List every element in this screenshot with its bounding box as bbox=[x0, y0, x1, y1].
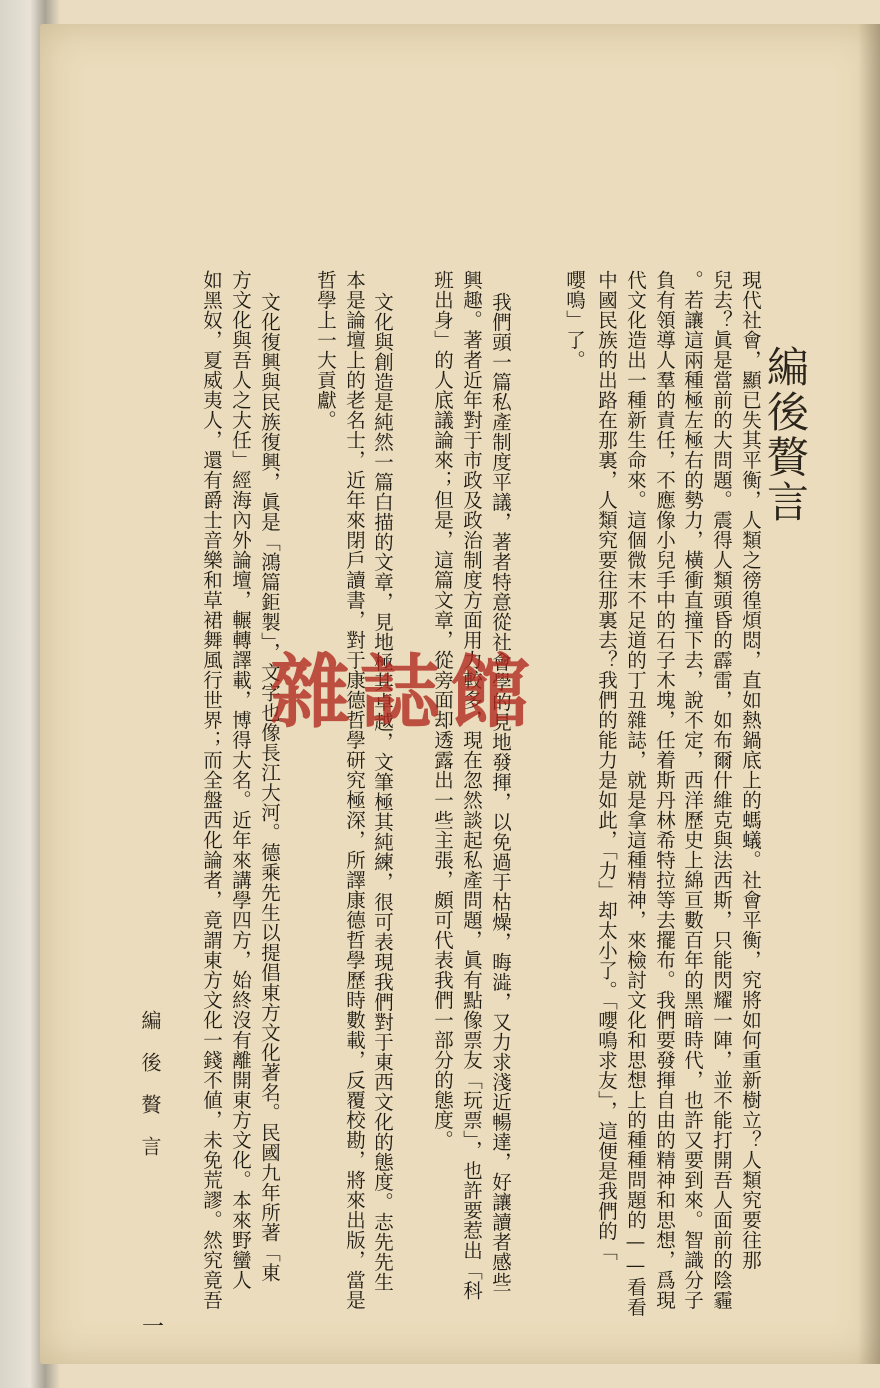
page-number: 一 bbox=[142, 1315, 165, 1340]
text-column: 。若讓這兩種極左極右的勢力，橫衝直撞下去，說不定，西洋歷史上綿亘數百年的黑暗時代，也許又要到來。智識分子 bbox=[681, 270, 704, 1310]
text-column: 哲學上一大貢獻。 bbox=[314, 270, 337, 430]
library-stamp: 雜誌館 bbox=[270, 645, 540, 739]
text-column: 本是論壇上的老名士，近年來閉戶讀書，對于康德哲學研究極深，所譯康德哲學歷時數載，反覆校勘，將來出版，當是 bbox=[343, 270, 366, 1310]
text-column: 兒去？眞是當前的大問題。震得人類頭昏的霹雷，如布爾什維克與法西斯，只能閃耀一陣，並不能打開吾人面前的陰霾 bbox=[710, 270, 733, 1310]
page-curl-shadow bbox=[858, 24, 880, 1364]
text-column: 我們頭一篇私產制度平議，著者特意從社會學的見地發揮，以免過于枯燥，晦澁，又力求淺近暢達，好讓讀者感些 bbox=[489, 292, 512, 1292]
text-column: 文化與創造是純然一篇白描的文章，見地極其卓越，文筆極其純練，很可表現我們對于東西文化的態度。志先先生 bbox=[371, 292, 394, 1292]
text-column: 現代社會，顯已失其平衡，人類之徬徨煩悶，直如熱鍋底上的螞蟻。社會平衡，究將如何重新樹立？人類究要往那 bbox=[739, 270, 762, 1270]
text-column: 方文化與吾人之大任」經海內外論壇，輾轉譯載，博得大名。近年來講學四方，始終沒有離開東方文化。本來野蠻人 bbox=[229, 270, 252, 1290]
page-title: 編後贅言 bbox=[761, 345, 810, 525]
text-column: 代文化造出一種新生命來。這個微末不足道的丁丑雜誌，就是拿這種精神，來檢討文化和思想上的種種問題的——看看 bbox=[624, 270, 647, 1317]
running-footer: 編後贅言 bbox=[138, 1010, 162, 1178]
text-column: 如黑奴，夏威夷人，還有爵士音樂和草裙舞風行世界；而全盤西化論者，竟謂東方文化一錢不値，未免荒謬。然究竟吾 bbox=[200, 270, 223, 1310]
text-column: 負有領導人羣的責任，不應像小兒手中的石子木塊，任着斯丹林希特拉等去擺布。我們要發揮自由的精神和思想，爲現 bbox=[653, 270, 676, 1310]
text-column: 中國民族的出路在那裏，人類究要往那裏去？我們的能力是如此，「力」却太小了。「嚶鳴求友」，這便是我們的「 bbox=[595, 270, 618, 1261]
text-column: 文化復興與民族復興，眞是「鴻篇鉅製」，文字也像長江大河。德乘先生以提倡東方文化著名。民國九年所著「東 bbox=[258, 292, 281, 1283]
text-column: 興趣。著者近年對于市政及政治制度方面用力較多，現在忽然談起私產問題，眞有點像票友「玩票」，也許要惹出「科 bbox=[460, 270, 483, 1301]
text-column: 嚶鳴」了。 bbox=[563, 270, 586, 370]
text-column: 班出身」的人底議論來；但是，這篇文章，從旁面却透露出一些主張，頗可代表我們一部分的態度。 bbox=[431, 270, 454, 1150]
